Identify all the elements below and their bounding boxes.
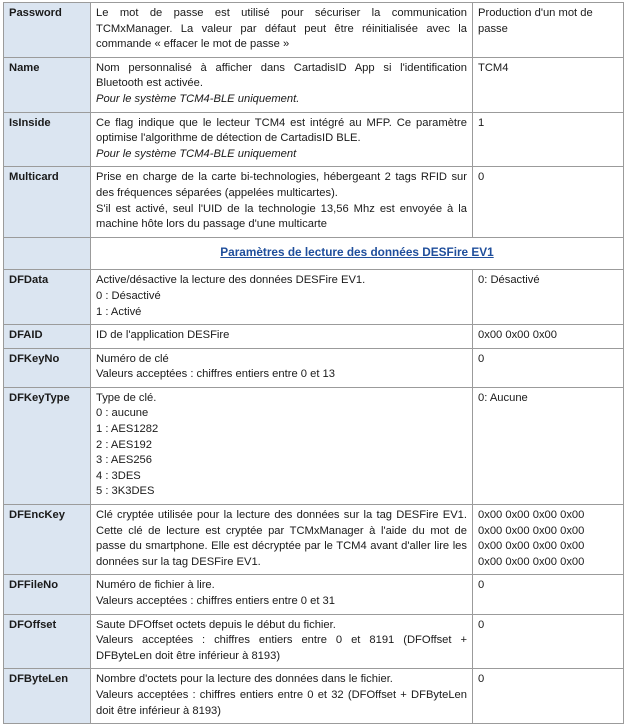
parameters-table-top — [4, 3, 624, 238]
parameter-description — [91, 112, 473, 167]
parameter-description — [91, 575, 473, 614]
parameter-name: DFData — [4, 270, 91, 325]
parameter-description — [91, 505, 473, 575]
parameters-table-desfire — [4, 270, 624, 724]
parameters-table — [3, 2, 624, 724]
parameter-name: DFEncKey — [4, 505, 91, 575]
parameter-description — [91, 3, 473, 58]
description-line: Nombre d'octets pour la lecture des données dans le fichier. — [96, 673, 393, 686]
value-line: 0: Désactivé — [478, 274, 540, 287]
description-line: ID de l'application DESFire — [96, 329, 230, 342]
value-line: 0x00 0x00 0x00 0x00 — [478, 540, 585, 553]
value-line: 0 — [478, 618, 485, 631]
value-line: 0 — [478, 673, 485, 686]
description-line: Saute DFOffset octets depuis le début du fichier. — [96, 618, 336, 631]
table-row — [4, 669, 624, 724]
parameter-default-value — [473, 3, 624, 58]
value-line: 0x00 0x00 0x00 0x00 — [478, 524, 585, 537]
description-line: 2 : AES192 — [96, 438, 152, 451]
value-line: 0x00 0x00 0x00 0x00 — [478, 555, 585, 568]
description-line: 4 : 3DES — [96, 469, 141, 482]
value-line: 0 — [478, 352, 485, 365]
section-title: Paramètres de lecture des données DESFire EV1 — [220, 244, 494, 259]
description-line: S'il est activé, seul l'UID de la technologie 13,56 Mhz est envoyée à la machine hôte lors du passage d'une multicarte — [96, 202, 467, 231]
description-line: Prise en charge de la carte bi-technologies, hébergeant 2 tags RFID sur des fréquences séparées (appelées multicartes). — [96, 171, 467, 199]
value-line: 0x00 0x00 0x00 0x00 — [478, 509, 585, 522]
description-line: Valeurs acceptées : chiffres entiers entre 0 et 13 — [96, 368, 336, 381]
value-line: 0x00 0x00 0x00 — [478, 329, 557, 342]
parameter-name: DFKeyNo — [4, 348, 91, 387]
table-row — [4, 348, 624, 387]
parameter-default-value — [473, 505, 624, 575]
parameter-name: Multicard — [4, 167, 91, 237]
table-row — [4, 614, 624, 669]
parameter-name: Name — [4, 57, 91, 112]
description-line: 5 : 3K3DES — [96, 485, 155, 498]
description-line: Valeurs acceptées : chiffres entiers entre 0 et 32 (DFOffset + DFByteLen doit être inférieur à 8193) — [96, 688, 467, 717]
description-line: 3 : AES256 — [96, 454, 152, 467]
parameter-description — [91, 614, 473, 669]
table-row — [4, 57, 624, 112]
description-line: Valeurs acceptées : chiffres entiers entre 0 et 8191 (DFOffset + DFByteLen doit être inférieur à 8193) — [96, 634, 467, 662]
value-line: 1 — [478, 116, 485, 129]
parameter-name: Password — [4, 3, 91, 58]
table-row — [4, 325, 624, 349]
parameter-default-value — [473, 57, 624, 112]
parameter-default-value — [473, 112, 624, 167]
description-line: Active/désactive la lecture des données DESFire EV1. — [96, 274, 366, 287]
parameter-description — [91, 325, 473, 349]
description-note: Pour le système TCM4-BLE uniquement — [96, 147, 297, 160]
description-line: 1 : AES1282 — [96, 423, 159, 436]
description-line: Clé cryptée utilisée pour la lecture des données sur la tag DESFire EV1. Cette clé de lecture est cryptée par TCMxManager à l'aide du mot de passe du smartphone. Elle est décryptée par le TCM4 avant d'aller lire les données sur la tag DESFire EV1. — [96, 509, 467, 568]
parameter-default-value — [473, 575, 624, 614]
parameter-description — [91, 57, 473, 112]
parameter-name: DFAID — [4, 325, 91, 349]
description-line: Numéro de fichier à lire. — [96, 579, 215, 592]
table-row — [4, 505, 624, 575]
table-row — [4, 167, 624, 237]
description-line: Ce flag indique que le lecteur TCM4 est intégré au MFP. Ce paramètre optimise l'algorithme de détection de CartadisID BLE. — [96, 116, 467, 145]
parameter-default-value — [473, 167, 624, 237]
description-line: Numéro de clé — [96, 352, 169, 365]
description-line: 0 : aucune — [96, 407, 149, 420]
parameter-description — [91, 348, 473, 387]
parameter-name: DFOffset — [4, 614, 91, 669]
parameter-name: DFFileNo — [4, 575, 91, 614]
value-line: TCM4 — [478, 61, 509, 74]
parameter-name: DFByteLen — [4, 669, 91, 724]
parameter-name: DFKeyType — [4, 387, 91, 504]
description-line: 1 : Activé — [96, 305, 142, 318]
parameter-description — [91, 387, 473, 504]
description-line: 0 : Désactivé — [96, 289, 161, 302]
parameter-description — [91, 669, 473, 724]
table-row — [4, 387, 624, 504]
parameter-default-value — [473, 348, 624, 387]
parameter-default-value — [473, 387, 624, 504]
parameter-default-value — [473, 270, 624, 325]
description-line: Le mot de passe est utilisé pour sécuriser la communication TCMxManager. La valeur par défaut peut être réinitialisée avec la commande « effacer le mot de passe » — [96, 7, 467, 51]
table-row — [4, 112, 624, 167]
parameter-default-value — [473, 614, 624, 669]
value-line: Production d'un mot de passe — [478, 7, 593, 35]
table-row — [4, 575, 624, 614]
section-header-name-cell — [4, 237, 91, 270]
section-header-row — [4, 237, 624, 270]
table-row — [4, 3, 624, 58]
description-line: Valeurs acceptées : chiffres entiers entre 0 et 31 — [96, 595, 336, 607]
description-note: Pour le système TCM4-BLE uniquement. — [96, 92, 300, 105]
value-line: 0 — [478, 171, 485, 184]
description-line: Nom personnalisé à afficher dans CartadisID App si l'identification Bluetooth est activée. — [96, 61, 467, 90]
description-line: Type de clé. — [96, 391, 157, 404]
parameter-default-value — [473, 669, 624, 724]
value-line: 0: Aucune — [478, 391, 528, 404]
parameter-description — [91, 270, 473, 325]
parameter-description — [91, 167, 473, 237]
value-line: 0 — [478, 579, 485, 592]
parameter-default-value — [473, 325, 624, 349]
section-header-cell — [91, 237, 624, 270]
table-row — [4, 270, 624, 325]
parameter-name: IsInside — [4, 112, 91, 167]
